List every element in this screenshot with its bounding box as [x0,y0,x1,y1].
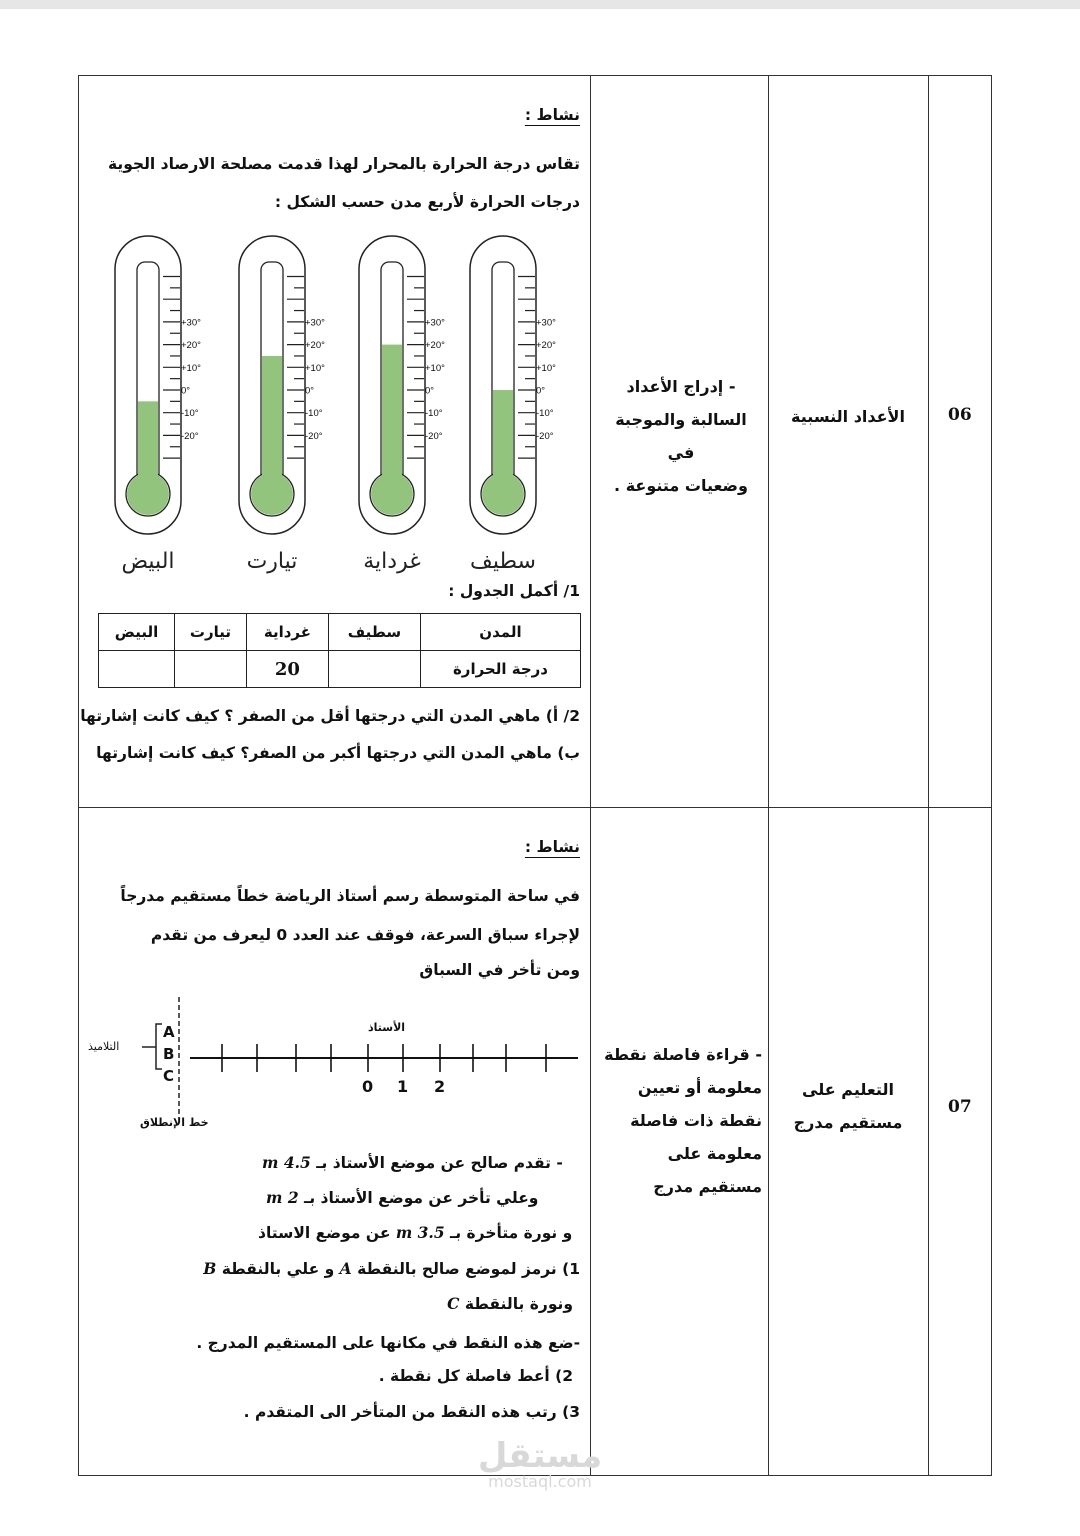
point-label: C [163,1067,175,1085]
objective-line: - إدراج الأعداد [626,377,736,396]
question-2a: 2/ أ) ماهي المدن التي درجتها أقل من الصفر ؟ كيف كانت إشارتها [80,707,580,725]
scale-label: +20° [425,340,445,352]
math-value: 3.5 m [395,1223,445,1242]
teacher-label: الأستاذ [368,1021,406,1034]
table-header: سطيف [328,614,420,651]
scale-label: +30° [536,317,556,329]
scale-label: 0° [536,385,546,397]
table-header: غرداية [246,614,328,651]
scale-label: 0° [425,385,435,397]
objective-line: مستقيم مدرج [653,1177,762,1196]
objective-line: نقطة ذات فاصلة [630,1111,762,1130]
activity-title: نشاط : [524,106,580,124]
tick-label: 0 [362,1077,374,1096]
objective-line: معلومة أو تعيين [637,1078,762,1097]
objective [600,370,762,502]
intro-line: تقاس درجة الحرارة بالمحرار لهذا قدمت مصلحة الارصاد الجوية [107,155,580,173]
scale-label: 0° [181,385,191,397]
question-1: 1/ أكمل الجدول : [448,582,580,600]
tick-label: 2 [434,1077,446,1096]
table-header: البيض [99,614,175,651]
brace [142,1024,162,1069]
start-line-label: خط الإنطلاق [140,1116,209,1129]
scale-label: -10° [425,408,443,420]
scale-label: +10° [536,362,556,374]
column-divider [928,75,929,1475]
scale-label: -20° [536,430,554,442]
topic-line: التعليم على [802,1080,894,1099]
question-1-cont: ونورة بالنقطة C [447,1294,573,1313]
scale-label: -20° [181,430,199,442]
scale-label: +20° [536,340,556,352]
topic-line: مستقيم مدرج [793,1113,903,1132]
city-label: تيارت [246,549,298,574]
table-header: المدن [420,614,580,651]
question-1: 1) نرمز لموضع صالح بالنقطة A و علي بالنقطة B [203,1259,580,1278]
intro-line: ومن تأخر في السباق [419,961,580,979]
row-label: درجة الحرارة [420,651,580,688]
instruction: -ضع هذه النقط في مكانها على المستقيم المدرج . [196,1334,580,1352]
objective-line: وضعيات متنوعة . [614,476,748,495]
number-line-figure [0,0,600,1140]
point-label: A [163,1023,175,1041]
watermark [460,1438,620,1490]
city-label: سطيف [470,549,536,574]
intro-line: درجات الحرارة لأربع مدن حسب الشكل : [274,193,580,211]
table-cell: 20 [246,651,328,688]
scale-label: +30° [425,317,445,329]
scale-label: +10° [305,362,325,374]
city-label: البيض [121,549,175,574]
objective-line: - قراءة فاصلة نقطة [604,1045,762,1064]
row-number: 06 [948,405,972,425]
question-2b: ب) ماهي المدن التي درجتها أكبر من الصفر؟ كيف كانت إشارتها [96,744,580,762]
math-value: 4.5 m [262,1153,311,1172]
statement-line: و نورة متأخرة بـ 3.5 m عن موضع الاستاذ [258,1223,573,1242]
scale-label: +30° [305,317,325,329]
scale-label: +10° [181,362,201,374]
statement-line: وعلي تأخر عن موضع الأستاذ بـ 2 m [266,1188,539,1207]
topic [770,1073,926,1139]
tick-label: 1 [397,1077,409,1096]
point-label: B [163,1045,175,1063]
scale-label: 0° [305,385,315,397]
scale-label: +20° [305,340,325,352]
column-divider [768,75,769,1475]
student-points [163,1021,175,1087]
intro-line: في ساحة المتوسطة رسم أستاذ الرياضة خطاً مستقيم مدرجاً [120,887,580,905]
scale-label: -10° [305,408,323,420]
row-number: 07 [948,1097,972,1117]
objective-line: معلومة على [667,1144,762,1163]
intro-line: لإجراء سباق السرعة، فوقف عند العدد 0 ليعرف من تقدم [150,926,580,944]
scale-label: -10° [181,408,199,420]
table-header: تيارت [174,614,246,651]
activity-title: نشاط : [524,838,580,856]
students-label: التلاميذ [88,1040,120,1053]
math-value: 2 m [266,1188,299,1207]
objective [600,1038,762,1203]
city-label: غرداية [363,549,421,574]
scale-label: -20° [305,430,323,442]
scale-label: +20° [181,340,201,352]
question-2: 2) أعط فاصلة كل نقطة . [378,1367,573,1385]
objective-line: السالبة والموجبة في [615,410,747,462]
watermark-site: mostaql.com [488,1472,592,1491]
scale-label: -20° [425,430,443,442]
scale-label: -10° [536,408,554,420]
scale-label: +10° [425,362,445,374]
question-3: 3) رتب هذه النقط من المتأخر الى المتقدم . [243,1403,580,1421]
topic: الأعداد النسبية [791,407,905,426]
watermark-logo: مستقل [477,1436,603,1476]
scale-label: +30° [181,317,201,329]
table-border [991,75,992,1475]
statement-line: - تقدم صالح عن موضع الأستاذ بـ 4.5 m [262,1153,563,1172]
